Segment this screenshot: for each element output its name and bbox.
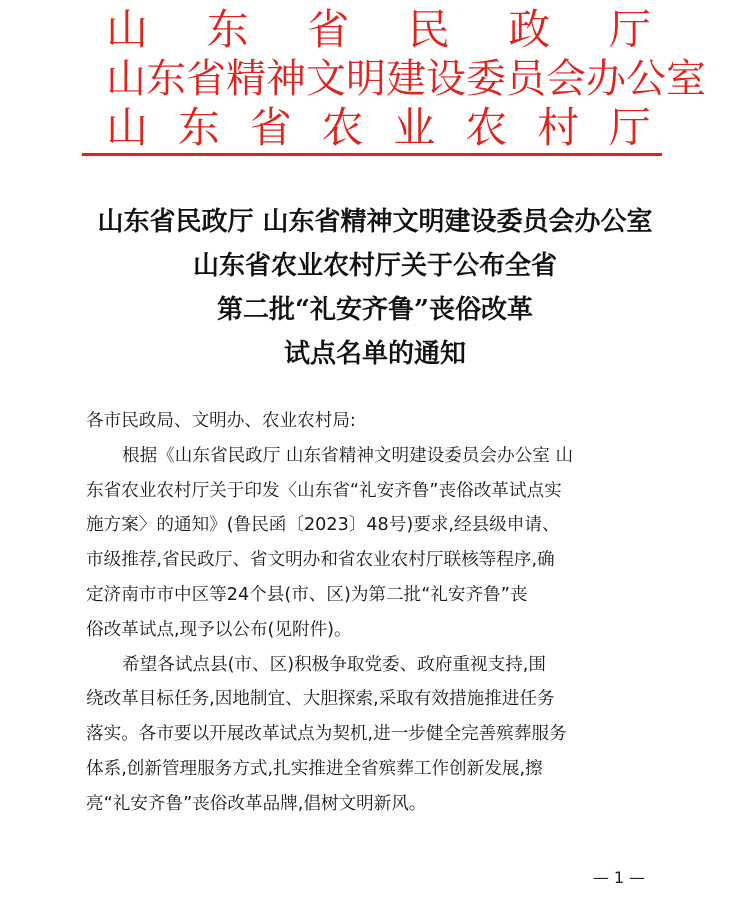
title-line-4: 试点名单的通知: [283, 339, 466, 369]
title-line-2: 山东省农业农村厅关于公布全省: [192, 251, 557, 281]
paragraph-2-line-5: 亮“礼安齐鲁”丧俗改革品牌,倡树文明新风。: [86, 793, 427, 814]
red-divider-line: [82, 153, 662, 156]
issuer-char: 山: [106, 103, 149, 152]
paragraph-1-line-6: 俗改革试点,现予以公布(见附件)。: [86, 619, 352, 640]
issuer-line-2: 山东省精神文明建设委员会办公室: [106, 56, 706, 102]
issuer-char: 村: [537, 103, 580, 152]
salutation: 各市民政局、文明办、农业农村局:: [86, 411, 356, 431]
document-title: [60, 200, 690, 376]
issuer-char: 政: [508, 5, 551, 54]
issuer-char: 民: [407, 5, 450, 54]
issuer-char: 农: [321, 103, 364, 152]
issuer-char: 省: [307, 5, 350, 54]
paragraph-2-line-1: 希望各试点县(市、区)积极争取党委、政府重视支持,围: [122, 654, 546, 675]
document-body: [86, 404, 664, 822]
issuer-char: 厅: [608, 5, 651, 54]
issuer-char: 厅: [608, 103, 651, 152]
issuer-char: 业: [393, 103, 436, 152]
paragraph-1-line-5: 定济南市市中区等24个县(市、区)为第二批“礼安齐鲁”丧: [86, 584, 528, 605]
issuer-char: 山: [106, 5, 149, 54]
issuer-line-1: [106, 6, 651, 54]
issuer-line-3: [106, 104, 651, 152]
page-number: — 1 —: [592, 868, 646, 887]
title-line-1: 山东省民政厅 山东省精神文明建设委员会办公室: [97, 207, 653, 237]
issuer-char: 农: [465, 103, 508, 152]
paragraph-2-line-4: 体系,创新管理服务方式,扎实推进全省殡葬工作创新发展,擦: [86, 758, 543, 779]
title-line-3: 第二批“礼安齐鲁”丧俗改革: [217, 295, 533, 325]
paragraph-2-line-2: 绕改革目标任务,因地制宜、大胆探索,采取有效措施推进任务: [86, 689, 555, 710]
issuer-char: 省: [249, 103, 292, 152]
issuer-char: 东: [177, 103, 220, 152]
paragraph-1-line-2: 东省农业农村厅关于印发〈山东省“礼安齐鲁”丧俗改革试点实: [86, 480, 562, 501]
paragraph-1-line-1: 根据《山东省民政厅 山东省精神文明建设委员会办公室 山: [122, 445, 574, 466]
paragraph-1-line-4: 市级推荐,省民政厅、省文明办和省农业农村厅联核等程序,确: [86, 550, 555, 571]
paragraph-1-line-3: 施方案〉的通知》(鲁民函〔2023〕48号)要求,经县级申请、: [86, 515, 560, 536]
paragraph-2-line-3: 落实。各市要以开展改革试点为契机,进一步健全完善殡葬服务: [86, 724, 567, 745]
issuer-char: 东: [206, 5, 249, 54]
